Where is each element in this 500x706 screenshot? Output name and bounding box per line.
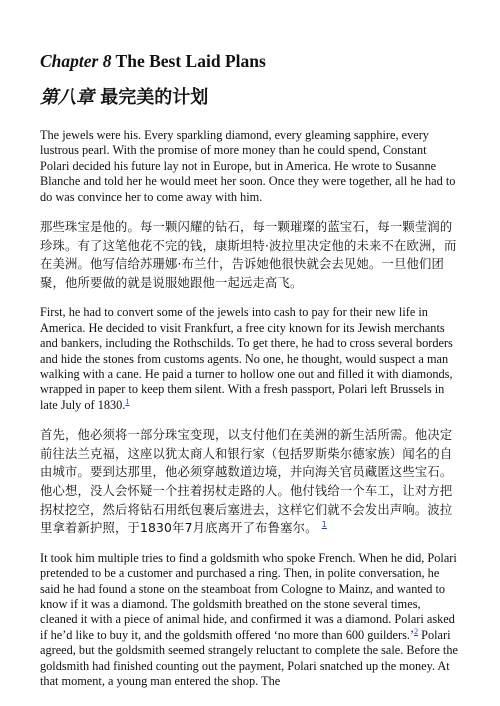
chapter-number: Chapter 8 [40, 51, 112, 71]
chapter-title: The Best Laid Plans [115, 51, 266, 71]
footnote-link[interactable]: 1 [125, 396, 130, 406]
chapter-number-chinese: 第八章 [40, 87, 94, 108]
footnote-link[interactable]: 1 [321, 520, 327, 530]
paragraph-text-continued: Polari agreed, but the goldsmith seemed strangely reluctant to complete the sale. Before the goldsmith had finished counting out the payment, Polari snatched up the money. At that moment, a young man entered the shop. The [40, 627, 458, 689]
paragraph-chinese-1: 那些珠宝是他的。每一颗闪耀的钻石，每一颗璀璨的蓝宝石，每一颗莹润的珍珠。有了这笔他花不完的钱，康斯坦特·波拉里决定他的未来不在欧洲，而在美洲。他写信给苏珊娜·布兰什，告诉她他很快就会去见她。一旦他们团聚，他所要做的就是说服她跟他一起远走高飞。 [40, 220, 457, 290]
paragraph-english-3 [40, 551, 458, 690]
paragraph-text: It took him multiple tries to find a goldsmith who spoke French. When he did, Polari pretended to be a customer and purchased a ring. Then, in polite conversation, he said he had found a stone on the steamboat from Cologne to Mainz, and wanted to know if it was a diamond. The goldsmith breathed on the stone several times, cleaned it with a piece of animal hide, and confirmed it was a diamond. Polari asked if he’d like to buy it, and the goldsmith offered ‘no more than 600 guilders.’ [40, 550, 457, 642]
book-page [40, 50, 458, 702]
footnote-link[interactable]: 2 [414, 626, 419, 636]
chapter-heading-chinese [40, 86, 458, 110]
paragraph-english-1: The jewels were his. Every sparkling diamond, every gleaming sapphire, every lustrous pearl. With the promise of more money than he could spend, Constant Polari decided his future lay not in Europe, but in America. He wrote to Susanne Blanche and told her he would meet her soon. Once they were together, all he had to do was convince her to come away with him. [40, 128, 456, 204]
chapter-title-chinese: 最完美的计划 [100, 87, 209, 108]
chapter-heading [40, 50, 458, 72]
paragraph-chinese-2 [40, 426, 458, 538]
paragraph-text: First, he had to convert some of the jewels into cash to pay for their new life in America. He decided to visit Frankfurt, a free city known for its Jewish merchants and bankers, including the Rothschilds. To get there, he had to cross several borders and hide the stones from customs agents. No one, he thought, would suspect a man walking with a cane. He paid a turner to hollow one out and filled it with diamonds, wrapped in paper to keep them silent. With a fresh passport, Polari left Brussels in late July of 1830. [40, 305, 453, 412]
paragraph-english-2 [40, 305, 458, 413]
paragraph-text: 首先，他必须将一部分珠宝变现，以支付他们在美洲的新生活所需。他决定前往法兰克福，这座以犹太商人和银行家（包括罗斯柴尔德家族）闻名的自由城市。要到达那里，他必须穿越数道边境，并向海关官员藏匿这些宝石。他心想，没人会怀疑一个拄着拐杖走路的人。他付钱给一个车工，让对方把拐杖挖空，然后将钻石用纸包裹后塞进去，这样它们就不会发出声响。波拉里拿着新护照，于1830年7月底离开了布鲁塞尔。 [40, 428, 453, 536]
